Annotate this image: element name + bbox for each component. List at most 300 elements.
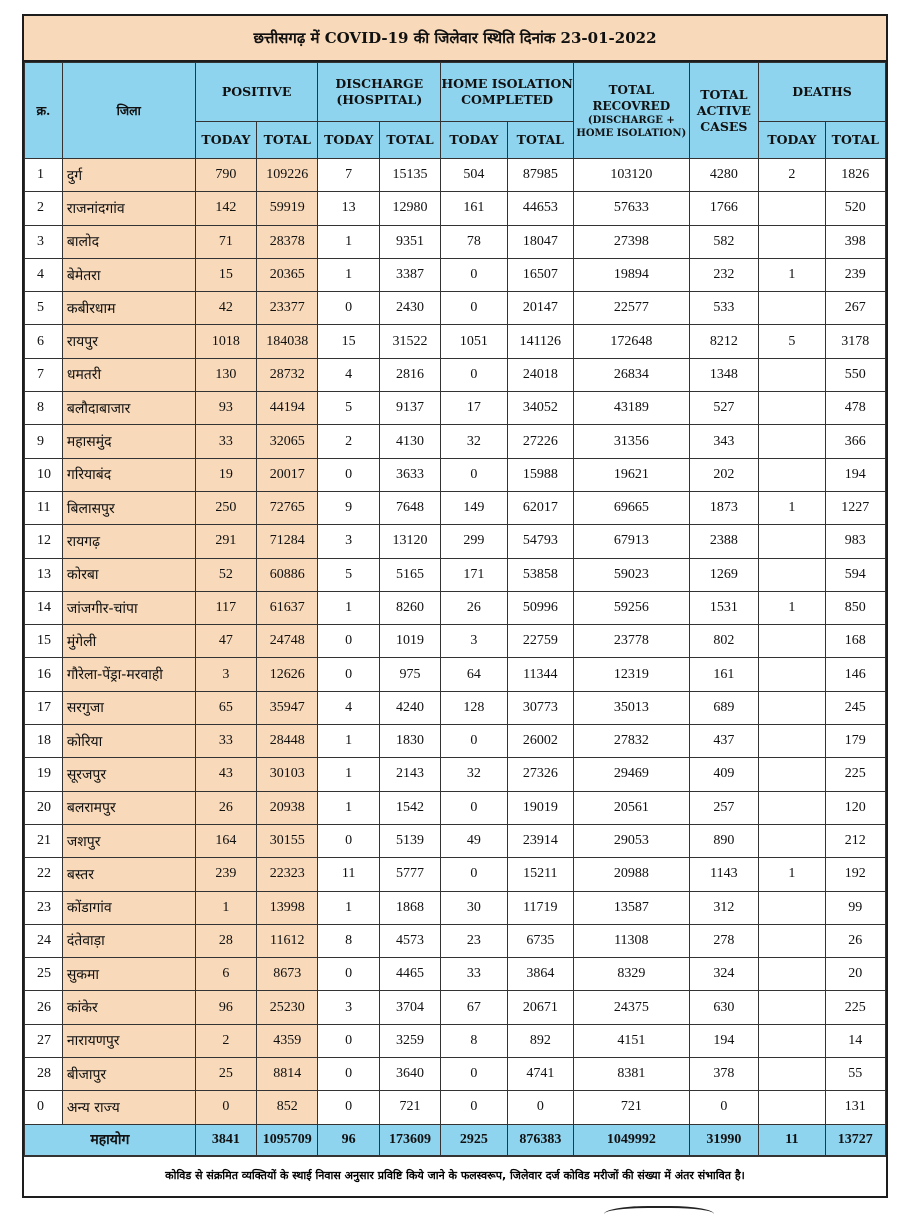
cell-active-cases: 533 bbox=[689, 292, 759, 325]
cell-deaths-today: 1 bbox=[759, 258, 825, 291]
cell-home-total: 27226 bbox=[507, 425, 573, 458]
cell-discharge-today: 0 bbox=[318, 292, 379, 325]
cell-active-cases: 802 bbox=[689, 625, 759, 658]
cell-discharge-total: 1868 bbox=[379, 891, 440, 924]
cell-sno: 11 bbox=[25, 491, 63, 524]
cell-sno: 17 bbox=[25, 691, 63, 724]
cell-district: महासमुंद bbox=[62, 425, 195, 458]
cell-deaths-today bbox=[759, 458, 825, 491]
cell-district: बलरामपुर bbox=[62, 791, 195, 824]
report-title: छत्तीसगढ़ में COVID-19 की जिलेवार स्थिति दिनांक 23-01-2022 bbox=[24, 16, 886, 62]
cell-total-recovered: 19621 bbox=[574, 458, 690, 491]
cell-deaths-total: 55 bbox=[825, 1058, 885, 1091]
cell-district: जांजगीर-चांपा bbox=[62, 591, 195, 624]
cell-deaths-total: 26 bbox=[825, 924, 885, 957]
cell-total-recovered: 721 bbox=[574, 1091, 690, 1124]
table-row bbox=[25, 691, 886, 724]
cell-discharge-today: 1 bbox=[318, 225, 379, 258]
table-row bbox=[25, 225, 886, 258]
cell-discharge-today: 0 bbox=[318, 458, 379, 491]
cell-home-total: 27326 bbox=[507, 758, 573, 791]
cell-active-cases: 1143 bbox=[689, 858, 759, 891]
total-positive-today: 3841 bbox=[195, 1124, 256, 1155]
table-row bbox=[25, 558, 886, 591]
cell-discharge-total: 4240 bbox=[379, 691, 440, 724]
cell-sno: 27 bbox=[25, 1024, 63, 1057]
total-recovered-sublabel: (DISCHARGE + HOME ISOLATION) bbox=[576, 114, 687, 139]
cell-home-today: 67 bbox=[441, 991, 507, 1024]
col-home-isolation-header: HOME ISOLATION COMPLETED bbox=[441, 63, 574, 122]
table-row bbox=[25, 525, 886, 558]
total-deaths-today: 11 bbox=[759, 1124, 825, 1155]
cell-deaths-total: 850 bbox=[825, 591, 885, 624]
cell-discharge-today: 1 bbox=[318, 725, 379, 758]
cell-deaths-total: 225 bbox=[825, 758, 885, 791]
cell-deaths-total: 3178 bbox=[825, 325, 885, 358]
cell-sno: 28 bbox=[25, 1058, 63, 1091]
cell-discharge-total: 3640 bbox=[379, 1058, 440, 1091]
cell-deaths-total: 983 bbox=[825, 525, 885, 558]
cell-positive-today: 26 bbox=[195, 791, 256, 824]
cell-deaths-total: 478 bbox=[825, 392, 885, 425]
cell-home-today: 0 bbox=[441, 1058, 507, 1091]
cell-discharge-total: 1830 bbox=[379, 725, 440, 758]
cell-positive-today: 239 bbox=[195, 858, 256, 891]
cell-home-total: 15988 bbox=[507, 458, 573, 491]
cell-discharge-total: 4130 bbox=[379, 425, 440, 458]
cell-positive-today: 130 bbox=[195, 358, 256, 391]
cell-active-cases: 324 bbox=[689, 958, 759, 991]
cell-home-today: 17 bbox=[441, 392, 507, 425]
col-sno-header: क्र. bbox=[25, 63, 63, 159]
cell-deaths-today bbox=[759, 991, 825, 1024]
cell-district: गौरेला-पेंड्रा-मरवाही bbox=[62, 658, 195, 691]
cell-deaths-total: 225 bbox=[825, 991, 885, 1024]
cell-home-total: 54793 bbox=[507, 525, 573, 558]
cell-discharge-total: 15135 bbox=[379, 159, 440, 192]
cell-total-recovered: 59023 bbox=[574, 558, 690, 591]
cell-positive-total: 184038 bbox=[257, 325, 318, 358]
cell-discharge-today: 1 bbox=[318, 891, 379, 924]
cell-discharge-today: 0 bbox=[318, 625, 379, 658]
cell-deaths-today bbox=[759, 1091, 825, 1124]
cell-district: रायपुर bbox=[62, 325, 195, 358]
cell-positive-total: 30155 bbox=[257, 824, 318, 857]
cell-deaths-today bbox=[759, 791, 825, 824]
table-row bbox=[25, 758, 886, 791]
cell-positive-today: 42 bbox=[195, 292, 256, 325]
cell-positive-today: 43 bbox=[195, 758, 256, 791]
cell-positive-today: 1 bbox=[195, 891, 256, 924]
cell-deaths-total: 14 bbox=[825, 1024, 885, 1057]
cell-deaths-today bbox=[759, 824, 825, 857]
cell-sno: 8 bbox=[25, 392, 63, 425]
cell-deaths-today: 2 bbox=[759, 159, 825, 192]
cell-district: कोरबा bbox=[62, 558, 195, 591]
cell-sno: 25 bbox=[25, 958, 63, 991]
cell-active-cases: 378 bbox=[689, 1058, 759, 1091]
cell-discharge-total: 2430 bbox=[379, 292, 440, 325]
cell-positive-total: 4359 bbox=[257, 1024, 318, 1057]
cell-positive-total: 44194 bbox=[257, 392, 318, 425]
cell-total-recovered: 11308 bbox=[574, 924, 690, 957]
cell-home-today: 64 bbox=[441, 658, 507, 691]
cell-home-total: 20671 bbox=[507, 991, 573, 1024]
home-today-header: TODAY bbox=[441, 122, 507, 159]
cell-discharge-total: 3704 bbox=[379, 991, 440, 1024]
cell-district: अन्य राज्य bbox=[62, 1091, 195, 1124]
cell-total-recovered: 59256 bbox=[574, 591, 690, 624]
cell-active-cases: 0 bbox=[689, 1091, 759, 1124]
table-row bbox=[25, 392, 886, 425]
cell-sno: 12 bbox=[25, 525, 63, 558]
col-positive-header: POSITIVE bbox=[195, 63, 318, 122]
cell-discharge-total: 12980 bbox=[379, 192, 440, 225]
cell-positive-total: 71284 bbox=[257, 525, 318, 558]
grand-total-row bbox=[25, 1124, 886, 1155]
cell-discharge-today: 5 bbox=[318, 558, 379, 591]
table-row bbox=[25, 591, 886, 624]
cell-deaths-today bbox=[759, 691, 825, 724]
cell-home-total: 0 bbox=[507, 1091, 573, 1124]
cell-district: कोरिया bbox=[62, 725, 195, 758]
cell-total-recovered: 19894 bbox=[574, 258, 690, 291]
cell-home-today: 1051 bbox=[441, 325, 507, 358]
discharge-total-header: TOTAL bbox=[379, 122, 440, 159]
cell-home-today: 299 bbox=[441, 525, 507, 558]
cell-discharge-today: 0 bbox=[318, 824, 379, 857]
cell-active-cases: 8212 bbox=[689, 325, 759, 358]
cell-positive-today: 291 bbox=[195, 525, 256, 558]
cell-positive-today: 0 bbox=[195, 1091, 256, 1124]
cell-positive-total: 23377 bbox=[257, 292, 318, 325]
signature-mark bbox=[604, 1206, 714, 1226]
cell-discharge-today: 9 bbox=[318, 491, 379, 524]
cell-deaths-today bbox=[759, 1058, 825, 1091]
cell-positive-total: 28378 bbox=[257, 225, 318, 258]
cell-sno: 18 bbox=[25, 725, 63, 758]
cell-home-today: 78 bbox=[441, 225, 507, 258]
cell-deaths-total: 20 bbox=[825, 958, 885, 991]
cell-discharge-today: 1 bbox=[318, 258, 379, 291]
cell-home-total: 53858 bbox=[507, 558, 573, 591]
cell-deaths-total: 245 bbox=[825, 691, 885, 724]
total-home-total: 876383 bbox=[507, 1124, 573, 1155]
cell-discharge-today: 7 bbox=[318, 159, 379, 192]
cell-positive-total: 11612 bbox=[257, 924, 318, 957]
total-positive-total: 1095709 bbox=[257, 1124, 318, 1155]
table-row bbox=[25, 292, 886, 325]
cell-sno: 19 bbox=[25, 758, 63, 791]
cell-active-cases: 890 bbox=[689, 824, 759, 857]
total-recovered-label: TOTAL RECOVRED bbox=[592, 82, 671, 113]
cell-total-recovered: 27398 bbox=[574, 225, 690, 258]
cell-district: गरियाबंद bbox=[62, 458, 195, 491]
table-row bbox=[25, 1091, 886, 1124]
cell-home-total: 30773 bbox=[507, 691, 573, 724]
cell-home-today: 0 bbox=[441, 858, 507, 891]
cell-home-total: 11719 bbox=[507, 891, 573, 924]
cell-discharge-total: 2816 bbox=[379, 358, 440, 391]
cell-home-today: 149 bbox=[441, 491, 507, 524]
cell-deaths-today: 1 bbox=[759, 491, 825, 524]
cell-deaths-today bbox=[759, 292, 825, 325]
cell-positive-total: 72765 bbox=[257, 491, 318, 524]
cell-home-total: 892 bbox=[507, 1024, 573, 1057]
table-row bbox=[25, 858, 886, 891]
cell-deaths-today bbox=[759, 358, 825, 391]
cell-positive-total: 8673 bbox=[257, 958, 318, 991]
cell-total-recovered: 29053 bbox=[574, 824, 690, 857]
cell-discharge-today: 0 bbox=[318, 658, 379, 691]
table-row bbox=[25, 791, 886, 824]
cell-district: बेमेतरा bbox=[62, 258, 195, 291]
cell-district: दंतेवाड़ा bbox=[62, 924, 195, 957]
cell-discharge-today: 2 bbox=[318, 425, 379, 458]
cell-sno: 0 bbox=[25, 1091, 63, 1124]
total-deaths-total: 13727 bbox=[825, 1124, 885, 1155]
cell-home-today: 26 bbox=[441, 591, 507, 624]
cell-deaths-today bbox=[759, 924, 825, 957]
cell-deaths-total: 398 bbox=[825, 225, 885, 258]
cell-total-recovered: 29469 bbox=[574, 758, 690, 791]
cell-home-total: 18047 bbox=[507, 225, 573, 258]
cell-home-total: 87985 bbox=[507, 159, 573, 192]
col-active-header: TOTAL ACTIVE CASES bbox=[689, 63, 759, 159]
cell-district: बालोद bbox=[62, 225, 195, 258]
cell-active-cases: 1269 bbox=[689, 558, 759, 591]
table-row bbox=[25, 491, 886, 524]
cell-district: राजनांदगांव bbox=[62, 192, 195, 225]
cell-deaths-total: 520 bbox=[825, 192, 885, 225]
cell-positive-today: 96 bbox=[195, 991, 256, 1024]
cell-active-cases: 1766 bbox=[689, 192, 759, 225]
cell-deaths-total: 168 bbox=[825, 625, 885, 658]
cell-active-cases: 202 bbox=[689, 458, 759, 491]
cell-positive-today: 142 bbox=[195, 192, 256, 225]
total-home-today: 2925 bbox=[441, 1124, 507, 1155]
cell-district: धमतरी bbox=[62, 358, 195, 391]
cell-district: कबीरधाम bbox=[62, 292, 195, 325]
cell-deaths-today: 5 bbox=[759, 325, 825, 358]
cell-positive-today: 33 bbox=[195, 425, 256, 458]
cell-district: बस्तर bbox=[62, 858, 195, 891]
cell-deaths-total: 99 bbox=[825, 891, 885, 924]
col-district-header: जिला bbox=[62, 63, 195, 159]
table-row bbox=[25, 891, 886, 924]
cell-active-cases: 689 bbox=[689, 691, 759, 724]
cell-discharge-total: 5139 bbox=[379, 824, 440, 857]
cell-home-total: 141126 bbox=[507, 325, 573, 358]
cell-home-total: 44653 bbox=[507, 192, 573, 225]
cell-district: जशपुर bbox=[62, 824, 195, 857]
cell-positive-total: 61637 bbox=[257, 591, 318, 624]
cell-active-cases: 278 bbox=[689, 924, 759, 957]
cell-discharge-today: 0 bbox=[318, 1058, 379, 1091]
cell-home-total: 20147 bbox=[507, 292, 573, 325]
cell-discharge-total: 13120 bbox=[379, 525, 440, 558]
cell-positive-today: 1018 bbox=[195, 325, 256, 358]
cell-discharge-today: 4 bbox=[318, 358, 379, 391]
table-row bbox=[25, 958, 886, 991]
cell-deaths-today bbox=[759, 525, 825, 558]
cell-discharge-today: 0 bbox=[318, 958, 379, 991]
total-active: 31990 bbox=[689, 1124, 759, 1155]
cell-active-cases: 1873 bbox=[689, 491, 759, 524]
cell-positive-today: 19 bbox=[195, 458, 256, 491]
cell-total-recovered: 20561 bbox=[574, 791, 690, 824]
cell-discharge-today: 15 bbox=[318, 325, 379, 358]
cell-positive-total: 20017 bbox=[257, 458, 318, 491]
cell-discharge-total: 31522 bbox=[379, 325, 440, 358]
cell-home-today: 128 bbox=[441, 691, 507, 724]
cell-positive-today: 15 bbox=[195, 258, 256, 291]
cell-deaths-total: 146 bbox=[825, 658, 885, 691]
grand-total-label: महायोग bbox=[25, 1124, 196, 1155]
cell-home-today: 0 bbox=[441, 258, 507, 291]
cell-home-total: 24018 bbox=[507, 358, 573, 391]
cell-deaths-total: 267 bbox=[825, 292, 885, 325]
cell-discharge-total: 975 bbox=[379, 658, 440, 691]
table-row bbox=[25, 425, 886, 458]
table-row bbox=[25, 1058, 886, 1091]
cell-sno: 21 bbox=[25, 824, 63, 857]
cell-active-cases: 232 bbox=[689, 258, 759, 291]
cell-home-total: 3864 bbox=[507, 958, 573, 991]
cell-home-today: 0 bbox=[441, 292, 507, 325]
table-row bbox=[25, 625, 886, 658]
cell-deaths-today: 1 bbox=[759, 591, 825, 624]
cell-discharge-total: 5165 bbox=[379, 558, 440, 591]
cell-active-cases: 4280 bbox=[689, 159, 759, 192]
cell-positive-today: 25 bbox=[195, 1058, 256, 1091]
cell-deaths-today bbox=[759, 192, 825, 225]
covid-report-sheet bbox=[22, 14, 888, 1198]
cell-district: कांकेर bbox=[62, 991, 195, 1024]
cell-district: रायगढ़ bbox=[62, 525, 195, 558]
cell-home-total: 62017 bbox=[507, 491, 573, 524]
cell-total-recovered: 4151 bbox=[574, 1024, 690, 1057]
cell-home-total: 6735 bbox=[507, 924, 573, 957]
cell-positive-total: 109226 bbox=[257, 159, 318, 192]
cell-discharge-total: 1019 bbox=[379, 625, 440, 658]
cell-sno: 2 bbox=[25, 192, 63, 225]
discharge-today-header: TODAY bbox=[318, 122, 379, 159]
district-status-table bbox=[24, 62, 886, 1156]
cell-positive-total: 24748 bbox=[257, 625, 318, 658]
col-total-recovered-header bbox=[574, 63, 690, 159]
table-row bbox=[25, 458, 886, 491]
cell-positive-total: 59919 bbox=[257, 192, 318, 225]
cell-home-total: 34052 bbox=[507, 392, 573, 425]
table-footer bbox=[25, 1124, 886, 1155]
cell-sno: 23 bbox=[25, 891, 63, 924]
cell-sno: 20 bbox=[25, 791, 63, 824]
cell-district: बिलासपुर bbox=[62, 491, 195, 524]
cell-positive-total: 28732 bbox=[257, 358, 318, 391]
cell-deaths-today bbox=[759, 625, 825, 658]
cell-deaths-total: 194 bbox=[825, 458, 885, 491]
cell-sno: 26 bbox=[25, 991, 63, 1024]
cell-positive-today: 164 bbox=[195, 824, 256, 857]
cell-positive-total: 60886 bbox=[257, 558, 318, 591]
table-row bbox=[25, 192, 886, 225]
cell-home-total: 26002 bbox=[507, 725, 573, 758]
cell-positive-total: 13998 bbox=[257, 891, 318, 924]
cell-discharge-total: 3633 bbox=[379, 458, 440, 491]
cell-active-cases: 312 bbox=[689, 891, 759, 924]
cell-active-cases: 409 bbox=[689, 758, 759, 791]
cell-deaths-total: 550 bbox=[825, 358, 885, 391]
cell-home-today: 49 bbox=[441, 824, 507, 857]
cell-total-recovered: 22577 bbox=[574, 292, 690, 325]
cell-active-cases: 527 bbox=[689, 392, 759, 425]
cell-sno: 15 bbox=[25, 625, 63, 658]
cell-positive-today: 6 bbox=[195, 958, 256, 991]
cell-total-recovered: 67913 bbox=[574, 525, 690, 558]
col-discharge-header: DISCHARGE (HOSPITAL) bbox=[318, 63, 441, 122]
cell-positive-total: 20938 bbox=[257, 791, 318, 824]
cell-discharge-today: 8 bbox=[318, 924, 379, 957]
cell-sno: 3 bbox=[25, 225, 63, 258]
cell-home-today: 23 bbox=[441, 924, 507, 957]
cell-positive-total: 28448 bbox=[257, 725, 318, 758]
cell-home-total: 16507 bbox=[507, 258, 573, 291]
cell-positive-today: 3 bbox=[195, 658, 256, 691]
deaths-today-header: TODAY bbox=[759, 122, 825, 159]
deaths-total-header: TOTAL bbox=[825, 122, 885, 159]
cell-deaths-today bbox=[759, 558, 825, 591]
cell-home-today: 33 bbox=[441, 958, 507, 991]
cell-total-recovered: 103120 bbox=[574, 159, 690, 192]
cell-home-total: 11344 bbox=[507, 658, 573, 691]
cell-deaths-today bbox=[759, 958, 825, 991]
cell-total-recovered: 20988 bbox=[574, 858, 690, 891]
cell-deaths-total: 179 bbox=[825, 725, 885, 758]
cell-positive-total: 35947 bbox=[257, 691, 318, 724]
cell-sno: 24 bbox=[25, 924, 63, 957]
cell-home-today: 0 bbox=[441, 791, 507, 824]
cell-deaths-total: 366 bbox=[825, 425, 885, 458]
cell-deaths-today: 1 bbox=[759, 858, 825, 891]
cell-home-total: 15211 bbox=[507, 858, 573, 891]
cell-district: बीजापुर bbox=[62, 1058, 195, 1091]
cell-sno: 14 bbox=[25, 591, 63, 624]
cell-positive-today: 47 bbox=[195, 625, 256, 658]
cell-district: सूरजपुर bbox=[62, 758, 195, 791]
table-row bbox=[25, 725, 886, 758]
cell-deaths-today bbox=[759, 392, 825, 425]
cell-positive-today: 93 bbox=[195, 392, 256, 425]
cell-positive-total: 852 bbox=[257, 1091, 318, 1124]
cell-discharge-today: 1 bbox=[318, 758, 379, 791]
table-row bbox=[25, 325, 886, 358]
cell-deaths-today bbox=[759, 425, 825, 458]
cell-deaths-today bbox=[759, 1024, 825, 1057]
table-row bbox=[25, 1024, 886, 1057]
table-row bbox=[25, 658, 886, 691]
cell-discharge-total: 9351 bbox=[379, 225, 440, 258]
cell-discharge-total: 4465 bbox=[379, 958, 440, 991]
cell-total-recovered: 24375 bbox=[574, 991, 690, 1024]
cell-total-recovered: 172648 bbox=[574, 325, 690, 358]
cell-positive-total: 25230 bbox=[257, 991, 318, 1024]
cell-total-recovered: 12319 bbox=[574, 658, 690, 691]
table-row bbox=[25, 258, 886, 291]
cell-discharge-total: 721 bbox=[379, 1091, 440, 1124]
cell-deaths-total: 239 bbox=[825, 258, 885, 291]
cell-home-total: 4741 bbox=[507, 1058, 573, 1091]
